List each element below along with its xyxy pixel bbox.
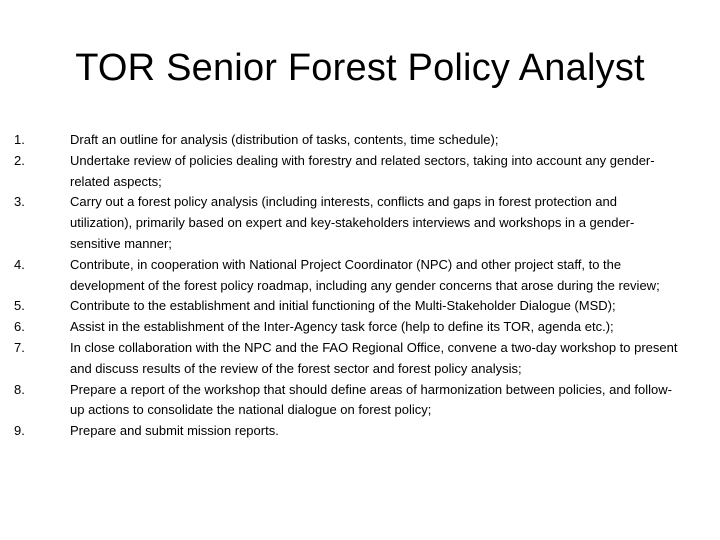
task-number: 5. (14, 298, 25, 314)
task-number: 2. (14, 152, 25, 168)
task-item-2 (14, 151, 680, 193)
task-text: Carry out a forest policy analysis (including interests, conflicts and gaps in forest protection and utilization), primarily based on expert and key-stakeholders interviews and workshops in a gender-sensitive manner; (70, 194, 635, 251)
task-item-3 (14, 192, 680, 254)
task-item-8 (14, 380, 680, 422)
task-text: Contribute to the establishment and initial functioning of the Multi-Stakeholder Dialogue (MSD); (70, 298, 616, 314)
task-item-9 (14, 421, 680, 442)
task-list (14, 130, 680, 442)
task-number: 3. (14, 194, 25, 210)
task-text: Prepare a report of the workshop that should define areas of harmonization between policies, and follow-up actions to consolidate the national dialogue on forest policy; (70, 381, 672, 418)
task-text: Assist in the establishment of the Inter-Agency task force (help to define its TOR, agenda etc.); (70, 319, 614, 335)
task-text: Undertake review of policies dealing with forestry and related sectors, taking into account any gender-related aspects; (70, 152, 655, 189)
task-text: Prepare and submit mission reports. (70, 423, 279, 439)
task-number: 6. (14, 319, 25, 335)
task-item-1 (14, 130, 680, 151)
task-text: Draft an outline for analysis (distribution of tasks, contents, time schedule); (70, 132, 499, 147)
task-item-5 (14, 296, 680, 317)
slide-title: TOR Senior Forest Policy Analyst (75, 47, 645, 89)
task-text: In close collaboration with the NPC and the FAO Regional Office, convene a two-day workshop to present and discuss results of the review of the forest sector and forest policy analysis; (70, 339, 678, 376)
task-number: 7. (14, 339, 25, 355)
task-number: 8. (14, 381, 25, 397)
task-item-4 (14, 255, 680, 297)
task-item-7 (14, 338, 680, 380)
task-item-6 (14, 317, 680, 338)
task-text: Contribute, in cooperation with National Project Coordinator (NPC) and other project staff, to the development of the forest policy roadmap, including any gender concerns that arose during the review; (70, 256, 660, 293)
task-number: 1. (14, 132, 25, 147)
task-number: 9. (14, 423, 25, 439)
task-number: 4. (14, 256, 25, 272)
